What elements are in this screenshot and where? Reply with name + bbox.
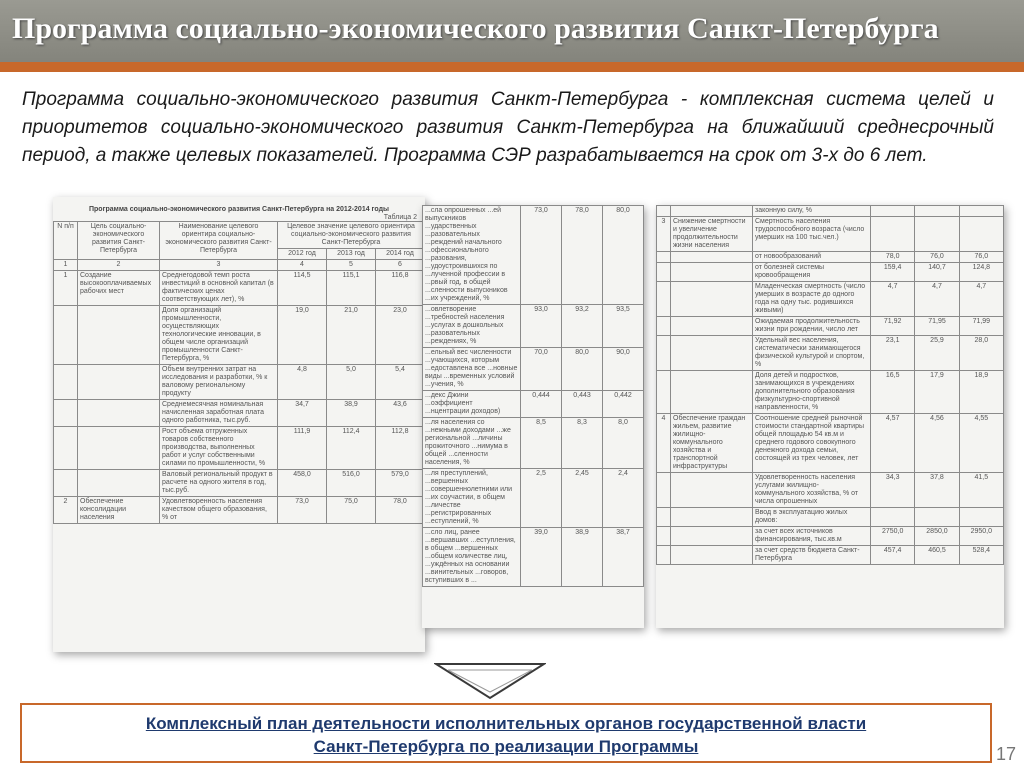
doc3-table-row-cell	[671, 317, 753, 336]
doc3-table-row-cell	[657, 206, 671, 217]
doc3-table-row-cell: 76,0	[915, 252, 959, 263]
doc3-table-row-cell	[657, 473, 671, 508]
doc1-header-cell: N п/п	[54, 222, 78, 260]
plan-link-line-2[interactable]: Санкт-Петербурга по реализации Программы	[313, 737, 699, 756]
doc1-table-row-cell	[54, 400, 78, 427]
doc1-table-row-cell	[54, 470, 78, 497]
doc3-table-row-cell: за счет всех источников финансирования, тыс.кв.м	[753, 527, 871, 546]
doc2-table-row-cell: 8,0	[603, 418, 644, 469]
doc1-table-row-cell: 23,0	[376, 306, 425, 365]
doc3-table-row-cell: законную силу, %	[753, 206, 871, 217]
doc3-table-row-cell	[657, 527, 671, 546]
doc1-colnum: 2	[78, 260, 160, 271]
doc2-table-row-cell: 90,0	[603, 348, 644, 391]
doc3-table-row-cell: 71,95	[915, 317, 959, 336]
doc1-table-row-cell: 5,0	[327, 365, 376, 400]
doc1-table-row-cell: 5,4	[376, 365, 425, 400]
slide-title: Программа социально-экономического развития Санкт-Петербурга	[12, 12, 939, 45]
doc3-table-row-cell	[671, 371, 753, 414]
doc3-table-row-cell: 460,5	[915, 546, 959, 565]
doc3-table-body	[657, 206, 1004, 565]
doc3-table-row-cell	[657, 282, 671, 317]
doc2-table-row-cell: 73,0	[521, 206, 562, 305]
doc1-year-cell: 2013 год	[327, 249, 376, 260]
doc1-table-row-cell: 38,9	[327, 400, 376, 427]
doc3-table-row-cell: 4	[657, 414, 671, 473]
doc3-table-row-cell: 4,7	[959, 282, 1003, 317]
doc1-colnum: 5	[327, 260, 376, 271]
doc2-table-row-cell: 38,9	[562, 528, 603, 587]
doc1-year-cell: 2014 год	[376, 249, 425, 260]
doc2-table-row	[423, 206, 644, 305]
doc1-table-row-cell: 19,0	[278, 306, 327, 365]
doc2-table-row	[423, 305, 644, 348]
doc3-table-row-cell: 159,4	[871, 263, 915, 282]
doc2-table	[422, 205, 644, 587]
doc2-table-row-cell: 78,0	[562, 206, 603, 305]
doc1-table-row-cell: Среднемесячная номинальная начисленная заработная плата одного работника, тыс.руб.	[160, 400, 278, 427]
doc2-table-row-cell: 70,0	[521, 348, 562, 391]
doc3-table-row-cell: 71,92	[871, 317, 915, 336]
doc3-table-row-cell: 16,5	[871, 371, 915, 414]
doc3-table-row	[657, 217, 1004, 252]
doc1-table-row	[54, 306, 425, 365]
doc3-table-row-cell: 4,56	[915, 414, 959, 473]
doc1-table-row-cell: 458,0	[278, 470, 327, 497]
doc1-year-cell: 2012 год	[278, 249, 327, 260]
doc1-table-row-cell: 115,1	[327, 271, 376, 306]
doc3-table-row-cell	[871, 206, 915, 217]
doc2-table-row-cell: 8,5	[521, 418, 562, 469]
doc2-table-row-cell: 80,0	[603, 206, 644, 305]
doc2-table-row-cell: ...овлетворение ...требностей населения ...услугах в дошкольных ...разовательных ...реждениях, %	[423, 305, 521, 348]
doc2-table-row-cell: 0,444	[521, 391, 562, 418]
doc2-table-body	[423, 206, 644, 587]
doc1-table-row-cell: 4,8	[278, 365, 327, 400]
doc3-table-row-cell	[657, 252, 671, 263]
doc1-table-row-cell	[54, 365, 78, 400]
doc3-table-row-cell: 4,57	[871, 414, 915, 473]
doc1-table-row	[54, 470, 425, 497]
accent-stripe	[0, 62, 1024, 72]
doc1-colnum: 3	[160, 260, 278, 271]
doc3-table-row	[657, 546, 1004, 565]
document-scan-table-continuation	[422, 205, 644, 628]
doc1-table-row-cell: Рост объема отгруженных товаров собственного производства, выполненных работ и услуг собственными силами по промышленности, %	[160, 427, 278, 470]
doc3-table-row	[657, 371, 1004, 414]
doc2-table-row-cell: 2,4	[603, 469, 644, 528]
doc2-table-row	[423, 348, 644, 391]
doc3-table	[656, 205, 1004, 565]
doc2-table-row-cell: 0,442	[603, 391, 644, 418]
doc1-table-row-cell: 116,8	[376, 271, 425, 306]
doc2-table-row-cell: ...сла опрошенных ...ей выпускников ...ударственных ...разовательных ...реждений начального ...офессионального ...разования, ...удоустроившихся по ...лученной профессии в ...рвый год, в общей ...сленности выпускников ...их учреждений, %	[423, 206, 521, 305]
doc3-table-row-cell	[671, 527, 753, 546]
doc2-table-row-cell: 0,443	[562, 391, 603, 418]
doc3-table-row	[657, 527, 1004, 546]
doc3-table-row-cell	[657, 508, 671, 527]
doc1-table-row	[54, 400, 425, 427]
doc3-table-row-cell	[959, 217, 1003, 252]
doc3-table-row	[657, 473, 1004, 508]
doc1-table-row	[54, 271, 425, 306]
document-scan-table-right	[656, 205, 1004, 628]
doc1-table-row-cell: Обеспечение консолидации населения	[78, 497, 160, 524]
doc3-table-row-cell: 4,7	[915, 282, 959, 317]
doc1-table-row-cell: 21,0	[327, 306, 376, 365]
doc3-table-row-cell: 41,5	[959, 473, 1003, 508]
plan-link-line-1[interactable]: Комплексный план деятельности исполнительных органов государственной власти	[145, 714, 867, 733]
doc3-table-row-cell	[671, 546, 753, 565]
doc3-table-row-cell: 4,55	[959, 414, 1003, 473]
document-scan-table-main	[53, 197, 425, 652]
doc3-table-row	[657, 317, 1004, 336]
doc3-table-row-cell	[671, 252, 753, 263]
doc1-table-row-cell: 114,5	[278, 271, 327, 306]
doc3-table-row-cell: 457,4	[871, 546, 915, 565]
doc2-table-row-cell: 39,0	[521, 528, 562, 587]
doc1-table-row-cell	[54, 306, 78, 365]
doc1-table-row-cell: 516,0	[327, 470, 376, 497]
doc3-table-row-cell	[657, 317, 671, 336]
doc3-table-row-cell: Соотношение средней рыночной стоимости стандартной квартиры общей площадью 54 кв.м и среднего годового совокупного денежного дохода семьи, состоящей из трех человек, лет	[753, 414, 871, 473]
doc3-table-row-cell	[657, 546, 671, 565]
doc1-table-body	[54, 271, 425, 524]
doc3-table-row-cell	[915, 206, 959, 217]
doc1-header-cell: Наименование целевого ориентира социально-экономического развития Санкт-Петербурга	[160, 222, 278, 260]
doc3-table-row-cell	[657, 336, 671, 371]
doc3-table-row-cell	[657, 263, 671, 282]
doc1-colnum: 6	[376, 260, 425, 271]
doc3-table-row-cell	[959, 206, 1003, 217]
doc1-table-row	[54, 365, 425, 400]
doc3-table-row	[657, 336, 1004, 371]
doc3-table-row-cell	[671, 206, 753, 217]
doc1-table-row-cell: Объем внутренних затрат на исследования и разработки, % к валовому региональному продукту	[160, 365, 278, 400]
doc3-table-row-cell: Обеспечение граждан жильем, развитие жилищно-коммунального хозяйства и транспортной инфраструктуры	[671, 414, 753, 473]
doc3-table-row-cell	[671, 282, 753, 317]
doc1-table-row-cell: 111,9	[278, 427, 327, 470]
doc3-table-row-cell: 17,9	[915, 371, 959, 414]
doc3-table-row-cell: Снижение смертности и увеличение продолжительности жизни населения	[671, 217, 753, 252]
doc3-table-row-cell: 78,0	[871, 252, 915, 263]
doc3-table-row-cell: 140,7	[915, 263, 959, 282]
doc3-table-row-cell: Ожидаемая продолжительность жизни при рождении, число лет	[753, 317, 871, 336]
doc3-table-row-cell: 28,0	[959, 336, 1003, 371]
doc3-table-row-cell: 2750,0	[871, 527, 915, 546]
doc1-table-row-cell	[78, 306, 160, 365]
doc3-table-row-cell	[671, 508, 753, 527]
doc2-table-row-cell: 2,5	[521, 469, 562, 528]
doc3-table-row-cell: за счет средств бюджета Санкт-Петербурга	[753, 546, 871, 565]
doc1-table-row-cell	[78, 427, 160, 470]
doc1-table-row-cell: Доля организаций промышленности, осуществляющих технологические инновации, в общем числе организаций промышленности Санкт-Петербурга, %	[160, 306, 278, 365]
doc3-table-row-cell: 528,4	[959, 546, 1003, 565]
doc1-header-cell: Целевое значение целевого ориентира социально-экономического развития Санкт-Петербурга	[278, 222, 425, 249]
doc3-table-row-cell: 34,3	[871, 473, 915, 508]
doc2-table-row-cell: 93,2	[562, 305, 603, 348]
doc2-table-row-cell: 93,0	[521, 305, 562, 348]
doc2-table-row-cell: ...сло лиц, ранее ...вершавших ...еступления, в общем ...вершенных ...общем количестве лиц, ...уждённых на основании ...винительных ...говоров, вступивших в ...	[423, 528, 521, 587]
doc2-table-row	[423, 469, 644, 528]
doc3-table-row-cell: 23,1	[871, 336, 915, 371]
doc1-header-cell: Цель социально-экономического развития Санкт-Петербурга	[78, 222, 160, 260]
doc3-table-row-cell: от болезней системы кровообращения	[753, 263, 871, 282]
doc1-table-row-cell: 75,0	[327, 497, 376, 524]
intro-paragraph: Программа социально-экономического развития Санкт-Петербурга - комплексная система целей и приоритетов социально-экономического развития Санкт-Петербурга на ближайший среднесрочный период, а также целевых показателей. Программа СЭР разрабатывается на срок от 3-х до 6 лет.	[22, 89, 994, 166]
doc3-table-row-cell	[871, 217, 915, 252]
doc3-table-row-cell: Доля детей и подростков, занимающихся в учреждениях дополнительного образования физкультурно-спортивной направленности, %	[753, 371, 871, 414]
doc2-table-row-cell: ...ля преступлений, ...вершенных ...совершеннолетними или ...их соучастии, в общем ...личестве ...регистрированных ...еступлений, %	[423, 469, 521, 528]
doc3-table-row	[657, 206, 1004, 217]
doc1-table-row-cell	[78, 470, 160, 497]
doc1-table-row-cell: Валовый региональный продукт в расчете на одного жителя в год, тыс.руб.	[160, 470, 278, 497]
doc1-table-label: Таблица 2	[383, 214, 417, 221]
doc1-table-row	[54, 497, 425, 524]
doc3-table-row-cell	[671, 263, 753, 282]
doc1-table-row-cell: Создание высокооплачиваемых рабочих мест	[78, 271, 160, 306]
doc3-table-row-cell	[657, 371, 671, 414]
doc2-table-row-cell: 80,0	[562, 348, 603, 391]
doc2-table-row	[423, 418, 644, 469]
doc3-table-row-cell: 71,99	[959, 317, 1003, 336]
doc3-table-row-cell	[915, 217, 959, 252]
doc3-table-row	[657, 252, 1004, 263]
doc3-table-row-cell: 2950,0	[959, 527, 1003, 546]
doc3-table-row-cell: 76,0	[959, 252, 1003, 263]
doc3-table-row-cell	[959, 508, 1003, 527]
doc2-table-row	[423, 391, 644, 418]
doc3-table-row	[657, 414, 1004, 473]
doc1-heading: Программа социально-экономического развития Санкт-Петербурга на 2012-2014 годы	[89, 206, 389, 213]
doc2-table-row-cell: ...ельный вес численности ...учающихся, которым ...едоставлена все ...новные виды ...временных условий ...учения, %	[423, 348, 521, 391]
doc1-table-row-cell: 43,6	[376, 400, 425, 427]
doc2-table-row	[423, 528, 644, 587]
page-number: 17	[995, 744, 1016, 764]
doc1-table-row-cell: 2	[54, 497, 78, 524]
doc1-table-row-cell	[78, 365, 160, 400]
doc3-table-row-cell: 3	[657, 217, 671, 252]
doc1-table-row-cell	[54, 427, 78, 470]
doc1-table-row	[54, 427, 425, 470]
doc3-table-row-cell	[671, 473, 753, 508]
doc1-table-row-cell: 579,0	[376, 470, 425, 497]
doc2-table-row-cell: 2,45	[562, 469, 603, 528]
doc1-table-row-cell: 112,8	[376, 427, 425, 470]
doc1-table-row-cell: 73,0	[278, 497, 327, 524]
doc3-table-row-cell: 124,8	[959, 263, 1003, 282]
doc2-table-row-cell: ...ля населения со ...нежными доходами ...же региональной ...личины прожиточного ...нимума в общей ...сленности населения, %	[423, 418, 521, 469]
doc1-colnum: 4	[278, 260, 327, 271]
doc2-table-row-cell: 93,5	[603, 305, 644, 348]
doc1-table-row-cell: 1	[54, 271, 78, 306]
doc3-table-row-cell: 2850,0	[915, 527, 959, 546]
doc1-table-row-cell: 78,0	[376, 497, 425, 524]
doc1-colnum: 1	[54, 260, 78, 271]
down-arrow-icon	[434, 662, 546, 700]
doc2-table-row-cell: 8,3	[562, 418, 603, 469]
doc3-table-row-cell: Смертность населения трудоспособного возраста (число умерших на 100 тыс.чел.)	[753, 217, 871, 252]
doc3-table-row-cell: 18,9	[959, 371, 1003, 414]
doc3-table-row	[657, 508, 1004, 527]
doc3-table-row-cell: от новообразований	[753, 252, 871, 263]
doc1-table-row-cell: Среднегодовой темп роста инвестиций в основной капитал (в фактических ценах соответствующих лет), %	[160, 271, 278, 306]
plan-link-box[interactable]	[20, 703, 992, 763]
doc2-table-row-cell: ...декс Джини ...оэффициент ...нцентрации доходов)	[423, 391, 521, 418]
doc2-table-row-cell: 38,7	[603, 528, 644, 587]
doc1-table	[53, 221, 425, 524]
doc1-table-row-cell: 34,7	[278, 400, 327, 427]
doc1-table-row-cell: 112,4	[327, 427, 376, 470]
doc3-table-row-cell: Ввод в эксплуатацию жилых домов:	[753, 508, 871, 527]
title-bar	[0, 0, 1024, 62]
doc3-table-row-cell: 37,8	[915, 473, 959, 508]
doc3-table-row-cell	[915, 508, 959, 527]
doc1-table-row-cell: Удовлетворенность населения качеством общего образования, % от	[160, 497, 278, 524]
doc3-table-row-cell: 25,9	[915, 336, 959, 371]
doc3-table-row-cell: 4,7	[871, 282, 915, 317]
doc3-table-row	[657, 263, 1004, 282]
doc3-table-row-cell: Младенческая смертность (число умерших в возрасте до одного года на одну тыс. родившихся живыми)	[753, 282, 871, 317]
doc3-table-row-cell: Удовлетворенность населения услугами жилищно-коммунального хозяйства, % от числа опрошенных	[753, 473, 871, 508]
doc1-table-row-cell	[78, 400, 160, 427]
doc3-table-row-cell: Удельный вес населения, систематически занимающегося физической культурой и спортом, %	[753, 336, 871, 371]
doc3-table-row	[657, 282, 1004, 317]
doc3-table-row-cell	[671, 336, 753, 371]
doc3-table-row-cell	[871, 508, 915, 527]
